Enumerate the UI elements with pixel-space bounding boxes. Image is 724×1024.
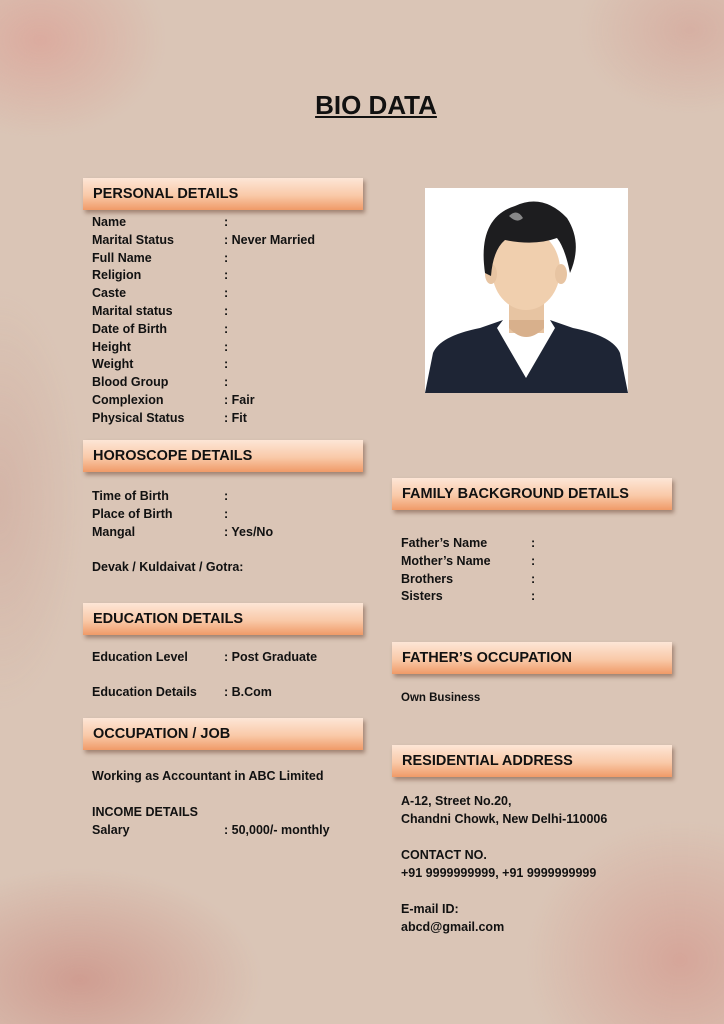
email-heading: E-mail ID: (401, 902, 459, 916)
address-line-1: A-12, Street No.20, (401, 794, 512, 808)
row-label: Marital Status (92, 232, 174, 247)
occupation-heading: OCCUPATION / JOB (83, 718, 363, 750)
row-value: : (531, 589, 536, 604)
row-value: : (224, 250, 229, 265)
education-details-label: Education Details (92, 685, 197, 699)
row-value: : (224, 375, 229, 390)
row-label: Marital status (92, 304, 173, 318)
income-heading: INCOME DETAILS (92, 805, 199, 819)
row-label: Religion (92, 268, 142, 283)
salary-label: Salary (92, 823, 130, 837)
row-label: Blood Group (92, 375, 169, 390)
family-background-heading: FAMILY BACKGROUND DETAILS (392, 478, 672, 510)
education-details-heading: EDUCATION DETAILS (83, 603, 363, 635)
horoscope-details-heading: HOROSCOPE DETAILS (83, 440, 363, 472)
row-value: : (224, 321, 229, 336)
row-value: : Fair (224, 393, 255, 407)
row-value: : (224, 286, 229, 301)
row-label: Place of Birth (92, 506, 173, 521)
row-value: : (224, 304, 229, 318)
email-value: abcd@gmail.com (401, 920, 505, 934)
row-value: : (224, 215, 229, 229)
row-label: Sisters (401, 589, 443, 604)
row-value: : (224, 268, 229, 283)
row-label: Name (92, 215, 127, 229)
row-label: Weight (92, 357, 134, 372)
row-value: : (531, 536, 536, 550)
row-label: Father’s Name (401, 536, 488, 550)
education-details-value: : B.Com (224, 685, 272, 699)
row-label: Height (92, 339, 131, 354)
row-value: : (224, 506, 229, 521)
salary-value: : 50,000/- monthly (224, 823, 330, 837)
row-value: : (224, 339, 229, 354)
row-label: Caste (92, 286, 127, 301)
row-value: : (224, 489, 229, 503)
row-label: Full Name (92, 250, 152, 265)
row-label: Mother’s Name (401, 553, 491, 568)
address-line-2: Chandni Chowk, New Delhi-110006 (401, 812, 608, 826)
education-level-value: : Post Graduate (224, 650, 318, 664)
row-label: Date of Birth (92, 321, 167, 336)
profile-photo (425, 188, 628, 393)
row-value: : Never Married (224, 232, 316, 247)
contact-numbers: +91 9999999999, +91 9999999999 (401, 866, 597, 880)
gotra-label: Devak / Kuldaivat / Gotra: (92, 560, 244, 574)
row-label: Mangal (92, 524, 136, 539)
page-title: BIO DATA (315, 90, 437, 120)
row-label: Time of Birth (92, 489, 169, 503)
row-value: : (531, 571, 536, 586)
row-value: : Yes/No (224, 524, 274, 539)
row-value: : Fit (224, 410, 247, 425)
residential-address-heading: RESIDENTIAL ADDRESS (392, 745, 672, 777)
occupation-text: Working as Accountant in ABC Limited (92, 769, 324, 783)
row-value: : (224, 357, 229, 372)
row-label: Complexion (92, 393, 164, 407)
father-occupation-heading: FATHER’S OCCUPATION (392, 642, 672, 674)
row-label: Brothers (401, 571, 454, 586)
education-level-label: Education Level (92, 650, 188, 664)
row-value: : (531, 553, 536, 568)
row-label: Physical Status (92, 410, 185, 425)
avatar-icon (425, 188, 628, 393)
father-occupation-text: Own Business (401, 692, 481, 704)
contact-heading: CONTACT NO. (401, 848, 487, 862)
personal-details-heading: PERSONAL DETAILS (83, 178, 363, 210)
